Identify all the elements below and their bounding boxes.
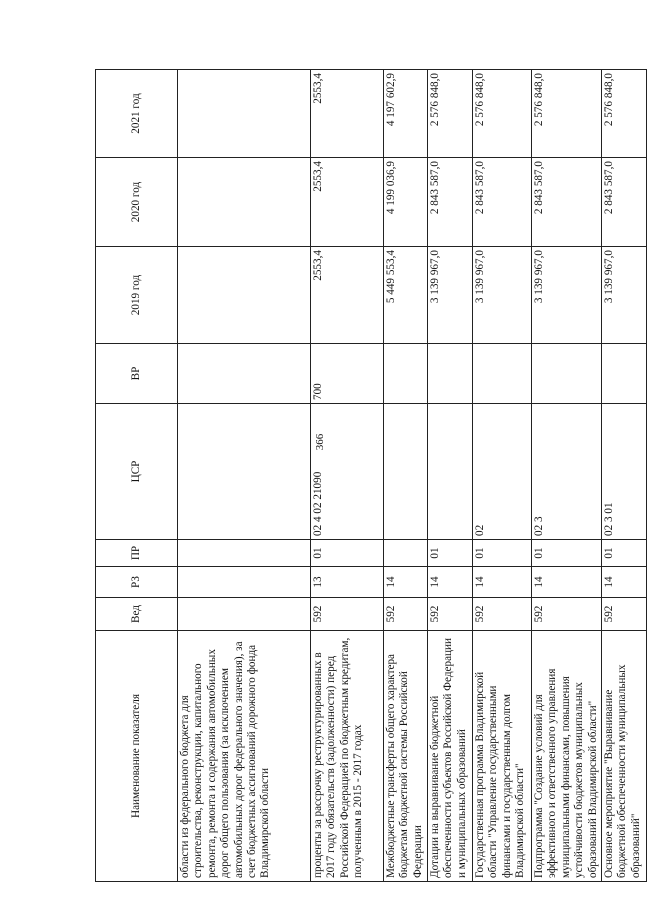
cell-2020: 2 843 587,0: [602, 158, 647, 247]
cell-rz: [178, 567, 311, 598]
cell-vr: [428, 344, 473, 404]
cell-name: проценты за рассрочку реструктурированных в 2017 году обязательств (задолженности) перед Российской Федерацией по бюджетным кредитам, полученным в 2015 - 2017 годах: [311, 631, 384, 882]
cell-vr: [602, 344, 647, 404]
table-wrapper: [95, 70, 640, 882]
header-vr: ВР: [96, 344, 178, 404]
table-row: [384, 70, 428, 882]
cell-csr: [428, 404, 473, 540]
cell-name: Межбюджетные трансферты общего характера бюджетам бюджетной системы Российской Федерации: [384, 631, 428, 882]
cell-rz: 14: [384, 567, 428, 598]
cell-2021: 4 197 602,9: [384, 70, 428, 158]
table-header-row: [96, 70, 178, 882]
rotated-page-area: [95, 70, 640, 882]
cell-ved: 592: [532, 598, 602, 631]
cell-2021: 2 576 848,0: [532, 70, 602, 158]
table-row: [532, 70, 602, 882]
cell-rz: 14: [602, 567, 647, 598]
table-row: [178, 70, 311, 882]
cell-name: Дотации на выравнивание бюджетной обеспеченности субъектов Российской Федерации и муниципальных образований: [428, 631, 473, 882]
cell-ved: 592: [311, 598, 384, 631]
cell-ved: [178, 598, 311, 631]
cell-rz: 13: [311, 567, 384, 598]
cell-2019: 5 449 553,4: [384, 247, 428, 344]
cell-vr: [178, 344, 311, 404]
cell-csr: 02 4 02 21090: [311, 404, 384, 540]
cell-csr: [384, 404, 428, 540]
header-rz: РЗ: [96, 567, 178, 598]
cell-ved: 592: [473, 598, 532, 631]
cell-2020: 2 843 587,0: [532, 158, 602, 247]
cell-csr: 02 3 01: [602, 404, 647, 540]
cell-2021: 2 576 848,0: [602, 70, 647, 158]
cell-pr: 01: [473, 540, 532, 567]
cell-pr: 01: [532, 540, 602, 567]
cell-vr: [532, 344, 602, 404]
header-2020: 2020 год: [96, 158, 178, 247]
cell-2021: 2 576 848,0: [473, 70, 532, 158]
cell-2019: [178, 247, 311, 344]
header-ved: Вед: [96, 598, 178, 631]
cell-pr: [178, 540, 311, 567]
cell-csr: 02: [473, 404, 532, 540]
cell-2021: [178, 70, 311, 158]
cell-2019: 3 139 967,0: [532, 247, 602, 344]
cell-2020: 2 843 587,0: [428, 158, 473, 247]
table-row: [428, 70, 473, 882]
page-number: 366: [314, 433, 326, 451]
cell-2019: 3 139 967,0: [428, 247, 473, 344]
cell-name: Основное мероприятие "Выравнивание бюджетной обеспеченности муниципальных образований": [602, 631, 647, 882]
cell-2020: 2 843 587,0: [473, 158, 532, 247]
cell-pr: 01: [602, 540, 647, 567]
header-2019: 2019 год: [96, 247, 178, 344]
header-csr: ЦСР: [96, 404, 178, 540]
cell-pr: [384, 540, 428, 567]
cell-2019: 2553,4: [311, 247, 384, 344]
cell-name: области из федерального бюджета для строительства, реконструкции, капитального ремонта, ремонта и содержания автомобильных дорог общего пользования (за исключением автомобильных дорог федерального значения), за счет бюджетных ассигнований дорожного фонда Владимирской области: [178, 631, 311, 882]
cell-ved: 592: [428, 598, 473, 631]
cell-rz: 14: [532, 567, 602, 598]
cell-pr: 01: [428, 540, 473, 567]
header-pr: ПР: [96, 540, 178, 567]
cell-vr: 700: [311, 344, 384, 404]
cell-csr: 02 3: [532, 404, 602, 540]
table-row: [311, 70, 384, 882]
cell-2020: 4 199 036,9: [384, 158, 428, 247]
header-name: Наименование показателя: [96, 631, 178, 882]
cell-csr: [178, 404, 311, 540]
cell-rz: 14: [428, 567, 473, 598]
cell-ved: 592: [384, 598, 428, 631]
cell-2021: 2553,4: [311, 70, 384, 158]
cell-name: Государственная программа Владимирской области "Управление государственными финансами и государственным долгом Владимирской области": [473, 631, 532, 882]
cell-2021: 2 576 848,0: [428, 70, 473, 158]
cell-2019: 3 139 967,0: [602, 247, 647, 344]
table-row: [602, 70, 647, 882]
cell-2019: 3 139 967,0: [473, 247, 532, 344]
header-2021: 2021 год: [96, 70, 178, 158]
budget-table: [95, 69, 647, 882]
cell-vr: [384, 344, 428, 404]
cell-vr: [473, 344, 532, 404]
cell-ved: 592: [602, 598, 647, 631]
cell-name: Подпрограмма "Создание условий для эффективного и ответственного управления муниципальными финансами, повышения устойчивости бюджетов муниципальных образований Владимирской области": [532, 631, 602, 882]
cell-rz: 14: [473, 567, 532, 598]
table-row: [473, 70, 532, 882]
cell-2020: 2553,4: [311, 158, 384, 247]
cell-pr: 01: [311, 540, 384, 567]
cell-2020: [178, 158, 311, 247]
